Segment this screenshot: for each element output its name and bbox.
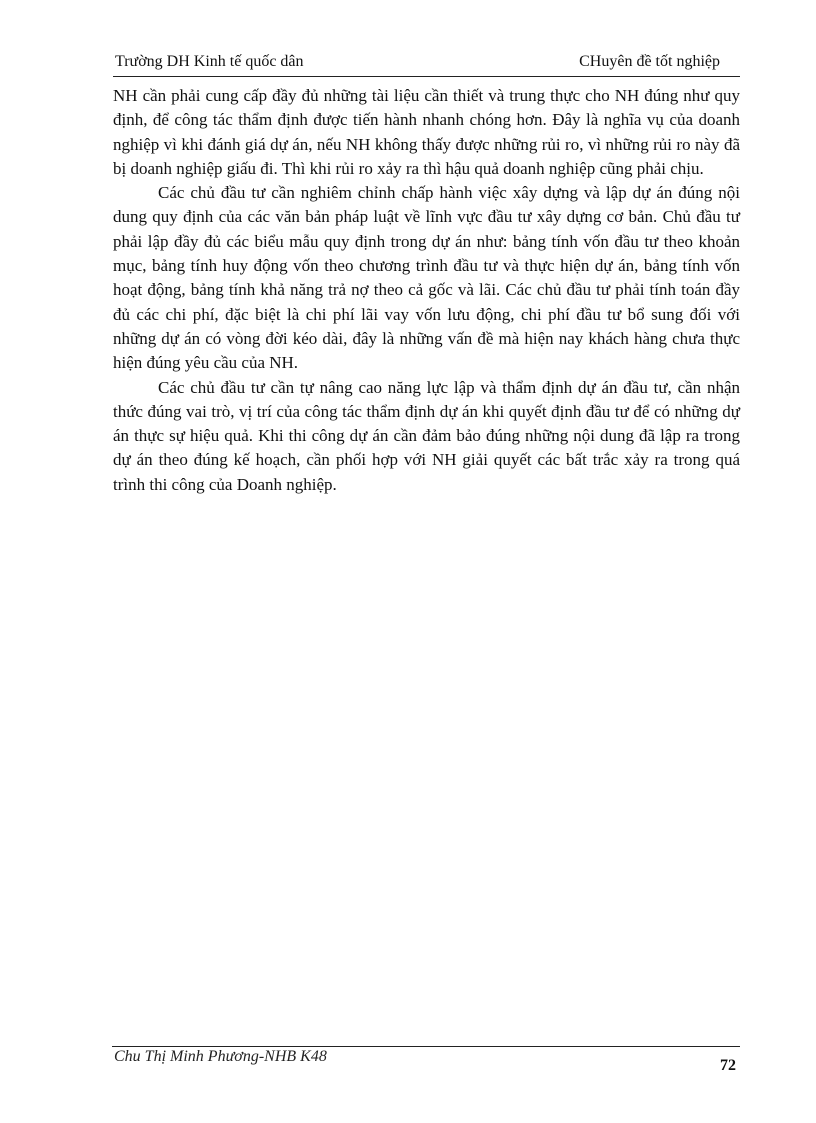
- paragraph-3: Các chủ đầu tư cần tự nâng cao năng lực lập và thẩm định dự án đầu tư, cần nhận thức đúng vai trò, vị trí của công tác thẩm định dự án khi quyết định đầu tư để có những dự án thực sự hiệu quả. Khi thi công dự án cần đảm bảo đúng những nội dung đã lập ra trong dự án theo đúng kế hoạch, cần phối hợp với NH giải quyết các bất trắc xảy ra trong quá trình thi công của Doanh nghiệp.: [113, 377, 740, 494]
- footer-divider: [112, 1046, 740, 1047]
- header-university: Trường DH Kinh tế quốc dân: [115, 53, 304, 70]
- body-text: [113, 84, 740, 497]
- header-thesis-title: CHuyên đề tốt nghiệp: [579, 53, 720, 70]
- page-number: 72: [720, 1057, 736, 1074]
- footer-author: Chu Thị Minh Phương-NHB K48: [114, 1048, 327, 1065]
- paragraph-1: NH cần phải cung cấp đầy đủ những tài liệu cần thiết và trung thực cho NH đúng như quy định, để công tác thẩm định được tiến hành nhanh chóng hơn. Đây là nghĩa vụ của doanh nghiệp vì khi đánh giá dự án, nếu NH không thấy được những rủi ro, vì những rủi ro này đã bị doanh nghiệp giấu đi. Thì khi rủi ro xảy ra thì hậu quả doanh nghiệp cũng phải chịu.: [113, 86, 740, 178]
- paragraph-2: Các chủ đầu tư cần nghiêm chỉnh chấp hành việc xây dựng và lập dự án đúng nội dung quy định của các văn bản pháp luật về lĩnh vực đầu tư xây dựng cơ bản. Chủ đầu tư phải lập đầy đủ các biểu mẫu quy định trong dự án như: bảng tính vốn đầu tư theo khoản mục, bảng tính huy động vốn theo chương trình đầu tư và thực hiện dự án, bảng tính vốn hoạt động, bảng tính khả năng trả nợ theo cả gốc và lãi. Các chủ đầu tư phải tính toán đầy đủ các chi phí, đặc biệt là chi phí lãi vay vốn lưu động, chi phí đầu tư bổ sung đối với những dự án có vòng đời kéo dài, đây là những vấn đề mà hiện nay khách hàng chưa thực hiện đúng yêu cầu của NH.: [113, 183, 740, 373]
- page-header: [113, 52, 740, 77]
